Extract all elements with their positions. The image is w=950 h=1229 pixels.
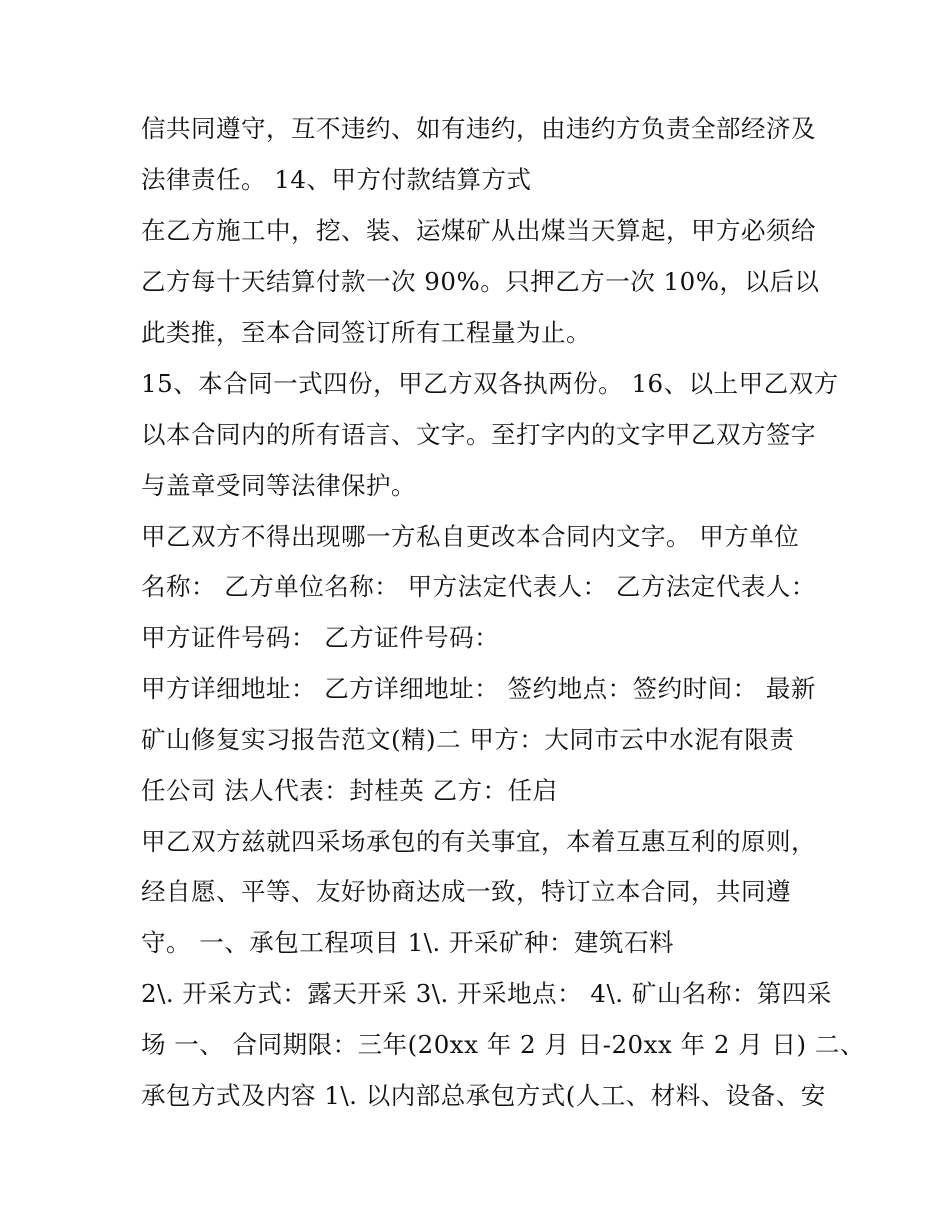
text-line: 承包方式及内容 1\. 以内部总承包方式(人工、材料、设备、安 (141, 1081, 826, 1110)
text-line: 矿山修复实习报告范文(精)二 甲方：大同市云中水泥有限责 (141, 725, 795, 754)
text-line: 乙方每十天结算付款一次 90%。只押乙方一次 10%，以后以 (141, 267, 820, 296)
text-line: 2\. 开采方式：露天开采 3\. 开采地点： 4\. 矿山名称：第四采 (141, 979, 832, 1008)
text-line: 在乙方施工中，挖、装、运煤矿从出煤当天算起，甲方必须给 (141, 216, 816, 245)
text-line: 甲乙双方不得出现哪一方私自更改本合同内文字。 甲方单位 (141, 522, 800, 551)
text-line: 甲方详细地址： 乙方详细地址： 签约地点：签约时间： 最新 (141, 674, 816, 703)
text-line: 甲乙双方兹就四采场承包的有关事宜，本着互惠互利的原则， (141, 827, 816, 856)
text-line: 任公司 法人代表：封桂英 乙方：任启 (141, 776, 558, 805)
text-line: 场 一、 合同期限：三年(20xx 年 2 月 日-20xx 年 2 月 日) 二、 (141, 1030, 865, 1059)
text-line: 信共同遵守，互不违约、如有违约，由违约方负责全部经济及 (141, 114, 816, 143)
text-line: 以本合同内的所有语言、文字。至打字内的文字甲乙双方签字 (141, 420, 816, 449)
text-line: 15、本合同一式四份，甲乙方双各执两份。 16、以上甲乙双方 (141, 369, 839, 398)
text-line: 此类推，至本合同签订所有工程量为止。 (141, 318, 591, 347)
text-line: 与盖章受同等法律保护。 (141, 471, 416, 500)
text-line: 名称： 乙方单位名称： 甲方法定代表人： 乙方法定代表人： (141, 572, 816, 601)
text-line: 经自愿、平等、友好协商达成一致，特订立本合同，共同遵 (141, 877, 791, 906)
text-line: 法律责任。 14、甲方付款结算方式 (141, 165, 532, 194)
text-line: 甲方证件号码： 乙方证件号码： (141, 623, 500, 652)
text-line: 守。 一、承包工程项目 1\. 开采矿种：建筑石料 (141, 928, 674, 957)
